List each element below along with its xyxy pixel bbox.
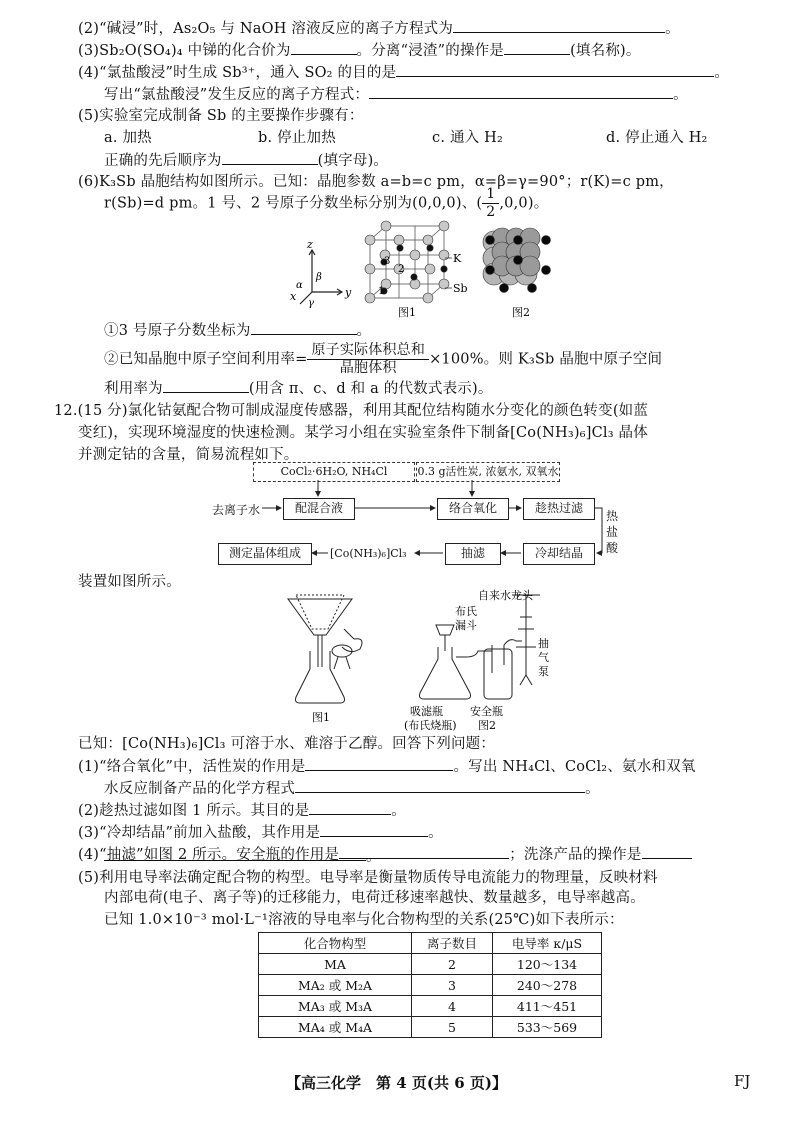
- k-atom: [365, 293, 375, 303]
- flow-step-mix: 配混合液: [283, 498, 355, 520]
- fraction-half: $\frac{1}{2}$: [482, 186, 499, 221]
- label-buchner-1: 布氏: [455, 605, 477, 618]
- label-pump-1: 抽: [538, 637, 549, 650]
- q12-intro-1: 12.(15 分)氯化钴氨配合物可制成湿度传感器，利用其配位结构随水分变化的颜色转变(如蓝: [54, 403, 649, 419]
- option-a: a. 加热: [104, 130, 152, 146]
- table-header: 电导率 κ/μS: [493, 933, 602, 954]
- atom-label-1: 1: [378, 286, 385, 297]
- k-atom: [423, 235, 433, 245]
- flow-step-hot-filter: 趁热过滤: [523, 498, 595, 520]
- k-atom: [439, 221, 449, 231]
- table-row: [259, 975, 602, 996]
- k-atom: [394, 235, 404, 245]
- sb-atom: [441, 266, 447, 272]
- q12-q3: (3)“冷却结晶”前加入盐酸，其作用是 。: [78, 822, 443, 843]
- q12-intro-3: 并测定钴的含量，简易流程如下。: [78, 447, 299, 463]
- q12-known: 已知：[Co(NH₃)₆]Cl₃ 可溶于水、难溶于乙醇。回答下列问题：: [78, 736, 496, 752]
- answer-blank[interactable]: [642, 844, 692, 859]
- axis-gamma-label: γ: [308, 298, 314, 309]
- fraction-utilization: $\frac{\text{原子实际体积总和}}{\text{晶胞体积}}$: [307, 342, 429, 377]
- q11-part3: (3)Sb₂O(SO₄)₄ 中锑的化合价为 。分离“浸渣”的操作是 (填名称)。: [78, 40, 641, 61]
- apparatus-figures: [0, 585, 800, 735]
- q11-part5-order: 正确的先后顺序为 (填字母)。: [104, 150, 388, 171]
- table-cell: MA: [259, 954, 412, 975]
- table-cell: 3: [412, 975, 493, 996]
- answer-blank[interactable]: [222, 150, 318, 165]
- table-cell: 5: [412, 1017, 493, 1038]
- page-code: FJ: [734, 1072, 751, 1090]
- apparatus-intro: 装置如图所示。: [78, 574, 181, 590]
- label-buchner-2: 漏斗: [455, 619, 477, 632]
- sb-sphere: [514, 256, 523, 265]
- q11-part2: (2)“碱浸”时，As₂O₅ 与 NaOH 溶液反应的离子方程式为 。: [78, 18, 680, 39]
- label-suction-flask: 吸滤瓶: [410, 705, 443, 718]
- suction-filtration-icon: [420, 595, 541, 699]
- q11-part6-sub2: ②已知晶胞中原子空间利用率= $\frac{\text{原子实际体积总和}}{\text{晶胞体积}}$ ×100%。则 K₃Sb 晶胞中原子空间: [104, 342, 663, 376]
- table-cell: 240～278: [493, 975, 602, 996]
- sb-atom: [427, 245, 433, 251]
- k-atom: [381, 221, 391, 231]
- k-atom: [423, 293, 433, 303]
- legend-sb-label: Sb: [453, 282, 468, 295]
- table-cell: 120～134: [493, 954, 602, 975]
- table-header: 化合物构型: [259, 933, 412, 954]
- reagent-box-2: 0.3 g活性炭, 浓氨水, 双氧水: [416, 462, 560, 482]
- atom-label-3: 3: [384, 256, 391, 267]
- axis-beta-label: β: [316, 272, 322, 283]
- q11-part6-line2: r(Sb)=d pm。1 号、2 号原子分数坐标分别为(0,0,0)、( $\frac{1}{2}$ ,0,0)。: [104, 186, 549, 220]
- table-row: [259, 996, 602, 1017]
- q11-part4-line2: 写出“氯盐酸浸”发生反应的离子方程式： 。: [104, 84, 688, 105]
- reagent-box-1: CoCl₂·6H₂O, NH₄Cl: [253, 462, 415, 482]
- table-row: [259, 1017, 602, 1038]
- q11-part5: (5)实验室完成制备 Sb 的主要操作步骤有：: [78, 108, 364, 124]
- apparatus-fig1-caption: 图1: [312, 711, 330, 724]
- table-cell: 411～451: [493, 996, 602, 1017]
- q11-part4: (4)“氯盐酸浸”时生成 Sb³⁺，通入 SO₂ 的目的是 。: [78, 62, 729, 83]
- table-cell: 4: [412, 996, 493, 1017]
- k-atom: [439, 250, 449, 260]
- conductivity-table: [258, 932, 602, 1038]
- flow-side-hot-hcl: 热盐酸: [606, 509, 619, 555]
- axis-x-label: x: [290, 290, 297, 303]
- answer-blank[interactable]: [453, 18, 665, 33]
- page-footer: 【高三化学 第 4 页(共 6 页)】: [286, 1074, 507, 1092]
- q12-q2: (2)趁热过滤如图 1 所示。其目的是 。: [78, 800, 406, 821]
- answer-blank[interactable]: [295, 778, 585, 793]
- axis-alpha-label: α: [296, 280, 303, 291]
- q11-part6-line1: (6)K₃Sb 晶胞结构如图所示。已知：晶胞参数 a=b=c pm，α=β=γ=90°；r(K)=c pm，: [78, 174, 674, 190]
- option-b: b. 停止加热: [258, 130, 336, 146]
- k-atom: [365, 235, 375, 245]
- flow-step-suction-filter: 抽滤: [445, 543, 501, 565]
- fig2-caption: 图2: [512, 306, 530, 319]
- k-sphere: [520, 256, 540, 276]
- label-pump-3: 泵: [538, 665, 549, 678]
- sb-sphere: [528, 284, 537, 293]
- axis-z-label: z: [307, 238, 313, 251]
- option-d: d. 停止通入 H₂: [606, 130, 708, 146]
- flow-step-cool-crystallize: 冷却结晶: [523, 543, 595, 565]
- option-c: c. 通入 H₂: [432, 130, 504, 146]
- label-pump-2: 气: [538, 651, 549, 664]
- flow-product: [Co(NH₃)₆]Cl₃: [330, 547, 407, 560]
- q12-q4-line2: 。: [104, 846, 381, 867]
- flow-arrows: [0, 470, 800, 580]
- q12-intro-2: 变红)，实现环境湿度的快速检测。某学习小组在实验室条件下制备[Co(NH₃)₆]Cl₃ 晶体: [78, 425, 648, 441]
- table-cell: 2: [412, 954, 493, 975]
- sb-sphere: [500, 284, 509, 293]
- answer-blank[interactable]: [163, 378, 249, 393]
- flow-step-complex-oxidize: 络合氧化: [437, 498, 509, 520]
- fig1-caption: 图1: [398, 306, 416, 319]
- sb-sphere: [542, 266, 551, 275]
- hot-filtration-icon: [288, 595, 362, 703]
- label-suction-flask-2: (布氏烧瓶): [404, 719, 457, 732]
- k-atom: [365, 264, 375, 274]
- answer-blank[interactable]: [305, 756, 453, 771]
- fig2-atoms: [483, 228, 551, 293]
- sb-sphere: [514, 236, 523, 245]
- sb-sphere: [486, 266, 495, 275]
- table-cell: MA₂ 或 M₂A: [259, 975, 412, 996]
- q12-q5-line3: 已知 1.0×10⁻³ mol·L⁻¹溶液的导电率与化合物构型的关系(25℃)如下表所示：: [104, 912, 624, 928]
- k-atom: [425, 264, 435, 274]
- table-cell: MA₄ 或 M₄A: [259, 1017, 412, 1038]
- sb-sphere: [486, 236, 495, 245]
- table-header-row: [259, 933, 602, 954]
- table-row: [259, 954, 602, 975]
- q12-q5-line2: 内部电荷(电子、离子等)的迁移能力，电荷迁移速率越快、数量越多，电导率越高。: [104, 890, 645, 906]
- answer-blank[interactable]: [504, 40, 570, 55]
- table-cell: MA₃ 或 M₃A: [259, 996, 412, 1017]
- flow-start: 去离子水: [212, 503, 261, 517]
- q11-part6-sub1: ①3 号原子分数坐标为 。: [104, 320, 371, 341]
- flow-step-measure: 测定晶体组成: [218, 543, 312, 565]
- k-atom: [410, 279, 420, 289]
- answer-blank[interactable]: [251, 320, 357, 335]
- q12-q4: (4)“抽滤”如图 2 所示。安全瓶的作用是 ；洗涤产品的操作是: [78, 844, 692, 865]
- answer-blank[interactable]: [291, 40, 357, 55]
- sb-sphere: [542, 236, 551, 245]
- axis-y-label: y: [345, 286, 352, 299]
- apparatus-fig2-caption: 图2: [478, 719, 496, 732]
- answer-blank[interactable]: [396, 62, 714, 77]
- q12-q1: (1)“络合氧化”中，活性炭的作用是 。写出 NH₄Cl、CoCl₂、氨水和双氧: [78, 756, 696, 777]
- k-atom: [410, 250, 420, 260]
- q11-part6-sub2-line2: 利用率为 (用含 π、c、d 和 a 的代数式表示)。: [104, 378, 493, 399]
- q12-q1-line2: 水反应制备产品的化学方程式 。: [104, 778, 600, 799]
- k-atom: [439, 279, 449, 289]
- answer-blank[interactable]: [320, 822, 428, 837]
- answer-blank[interactable]: [369, 84, 673, 99]
- label-safety-bottle: 安全瓶: [470, 705, 503, 718]
- sb-atom: [397, 245, 403, 251]
- atom-label-2: 2: [398, 264, 405, 275]
- q12-q5-line1: (5)利用电导率法确定配合物的构型。电导率是衡量物质传导电流能力的物理量，反映材料: [78, 870, 658, 886]
- sb-atom: [411, 274, 417, 280]
- table-cell: 533～569: [493, 1017, 602, 1038]
- legend-k-label: K: [453, 252, 462, 265]
- label-tap: 自来水龙头: [478, 589, 533, 602]
- table-header: 离子数目: [412, 933, 493, 954]
- answer-blank[interactable]: [309, 800, 391, 815]
- answer-blank[interactable]: [104, 846, 366, 861]
